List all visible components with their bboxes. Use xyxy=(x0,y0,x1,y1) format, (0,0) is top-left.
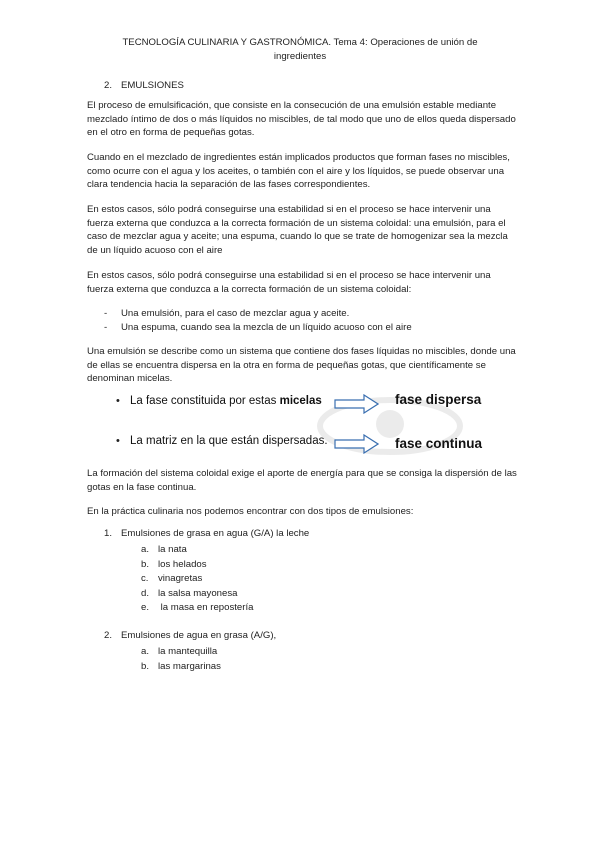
sublist-item xyxy=(104,558,309,573)
figure-row-label: La matriz en la que están dispersadas. xyxy=(130,435,328,447)
list-number: 1. xyxy=(104,528,113,539)
figure-bullet: • xyxy=(116,435,120,447)
figure-row-text xyxy=(130,395,322,409)
list-item-text: Una emulsión, para el caso de mezclar agua y aceite. xyxy=(121,308,350,319)
section-heading xyxy=(104,79,184,93)
paragraph-emulsification: El proceso de emulsificación, que consiste en la consecución de una emulsión estable mediante mezclado íntimo de dos o más líquidos no miscibles, de tal modo que uno de ellos queda dispersado en el otro en forma de pequeñas gotas. xyxy=(87,100,516,139)
colloidal-systems-list xyxy=(104,307,412,335)
sublist-text: la mantequilla xyxy=(158,646,218,657)
sublist-letter: c. xyxy=(141,573,149,584)
paragraph-energy: La formación del sistema coloidal exige el aporte de energía para que se consiga la dispersión de las gotas en la fase continua. xyxy=(87,468,517,493)
paragraph-emulsion-types: En la práctica culinaria nos podemos encontrar con dos tipos de emulsiones: xyxy=(87,506,414,517)
sublist-text: la masa en repostería xyxy=(158,602,254,613)
paragraph-stability-2: En estos casos, sólo podrá conseguirse una estabilidad si en el proceso se hace intervenir una fuerza externa que conduzca a la correcta formación de un sistema coloidal: xyxy=(87,270,491,295)
paragraph-emulsion-definition: Una emulsión se describe como un sistema que contiene dos fases líquidas no miscibles, donde una de ellas se encuentra dispersa en la otra en forma de pequeñas gotas, que científicamente se denominan micelas. xyxy=(87,346,516,385)
sublist xyxy=(104,645,276,674)
list-item xyxy=(104,321,412,335)
sublist-item xyxy=(104,645,276,660)
sublist-letter: a. xyxy=(141,544,150,555)
list-item-text: Emulsiones de agua en grasa (A/G), xyxy=(121,630,277,641)
sublist-letter: b. xyxy=(141,558,150,570)
list-item-label xyxy=(104,629,276,643)
sublist-item xyxy=(104,601,309,616)
emulsion-types-list-1 xyxy=(104,527,309,616)
paragraph-immiscible-phases: Cuando en el mezclado de ingredientes están implicados productos que forman fases no miscibles, como ocurre con el agua y los aceites, o también con el aire y los líquidos, se puede observar una clara tendencia hacia la separación de las fases correspondientes. xyxy=(87,152,510,191)
phases-figure xyxy=(110,388,500,458)
figure-row-label: La fase constituida por estas xyxy=(130,395,280,407)
sublist-letter: e. xyxy=(141,602,150,613)
figure-row-dispersed xyxy=(110,392,500,414)
sublist-item xyxy=(104,543,309,558)
figure-result-dispersed: fase dispersa xyxy=(395,392,482,407)
list-number: 2. xyxy=(104,630,113,641)
list-item-label xyxy=(104,527,309,541)
paragraph-stability-1: En estos casos, sólo podrá conseguirse una estabilidad si en el proceso se hace intervenir una fuerza externa que conduzca a la correcta formación de un sistema coloidal: una emulsión, para el caso de mezclar agua y aceite; una espuma, cuando lo que se trate de homogenizar sea la mezcla de un líquido acuoso con el aire xyxy=(87,204,508,256)
section-number: 2. xyxy=(104,80,113,91)
sublist-letter: a. xyxy=(141,646,150,657)
list-item xyxy=(104,629,276,674)
sublist-item xyxy=(104,572,309,587)
list-marker: - xyxy=(104,308,108,319)
document-header: TECNOLOGÍA CULINARIA Y GASTRONÓMICA. Tema 4: Operaciones de unión de ingredientes xyxy=(122,37,478,62)
sublist-text: los helados xyxy=(158,558,207,570)
list-item-text: Una espuma, cuando sea la mezcla de un líquido acuoso con el aire xyxy=(121,322,412,333)
sublist xyxy=(104,543,309,616)
sublist-item xyxy=(104,660,276,675)
section-title: EMULSIONES xyxy=(121,80,184,91)
list-item-text: Emulsiones de grasa en agua (G/A) la leche xyxy=(121,528,310,539)
list-item xyxy=(104,307,412,321)
arrow-right-icon xyxy=(334,434,379,454)
sublist-text: vinagretas xyxy=(158,573,203,584)
list-marker: - xyxy=(104,322,108,333)
emulsion-types-list-2 xyxy=(104,629,276,674)
sublist-item xyxy=(104,587,309,602)
sublist-text: la salsa mayonesa xyxy=(158,587,238,599)
figure-result-continuous: fase continua xyxy=(395,436,483,451)
figure-row-continuous xyxy=(110,432,500,454)
sublist-text: las margarinas xyxy=(158,660,221,672)
figure-bullet: • xyxy=(116,395,120,407)
sublist-letter: d. xyxy=(141,587,150,599)
figure-row-bold: micelas xyxy=(279,395,322,407)
sublist-text: la nata xyxy=(158,544,187,555)
sublist-letter: b. xyxy=(141,660,150,672)
arrow-right-icon xyxy=(334,394,379,414)
list-item xyxy=(104,527,309,616)
